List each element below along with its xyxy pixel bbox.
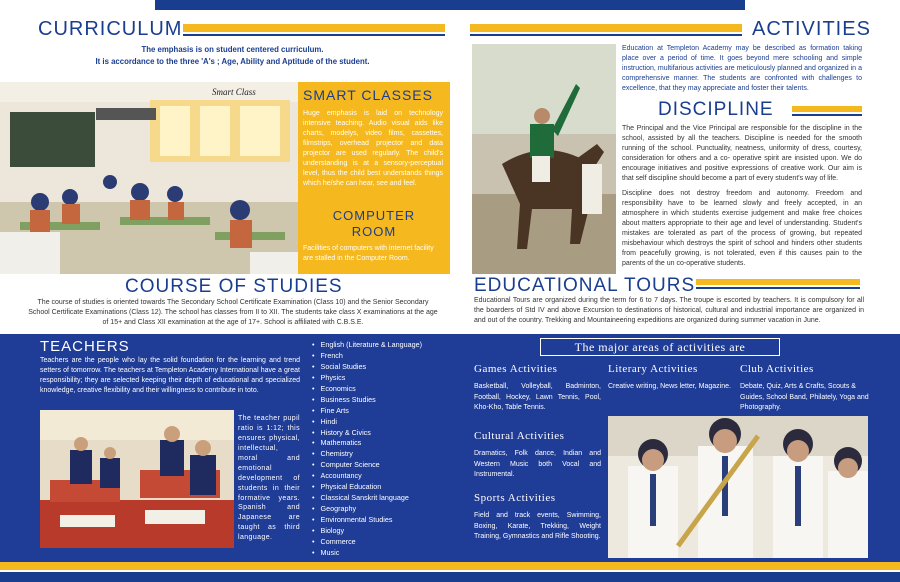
subject-item: • Chemistry	[312, 449, 448, 460]
subject-item: • Business Studies	[312, 395, 448, 406]
smart-class-caption: Smart Class	[212, 87, 256, 97]
discipline-title: DISCIPLINE	[658, 99, 774, 120]
computer-room-title-line2: ROOM	[351, 223, 397, 239]
classroom-illustration	[0, 82, 298, 274]
literary-activities-title: Literary Activities	[608, 363, 698, 375]
sports-activities-title: Sports Activities	[474, 492, 556, 504]
subject-item: • Music	[312, 548, 448, 559]
teachers-panel	[0, 334, 450, 562]
games-activities-text: Basketball, Volleyball, Badminton, Football, Hockey, Lawn Tennis, Pool, Kho-Kho, Table Tennis.	[474, 383, 601, 411]
curriculum-intro-line2: It is accordance to the three 'A's ; Age, Ability and Aptitude of the student.	[95, 57, 370, 67]
activities-title: ACTIVITIES	[752, 18, 871, 40]
subject-item: • History & Civics	[312, 428, 448, 439]
lab-students-illustration	[608, 416, 868, 558]
smart-classes-text: Huge emphasis is laid on technology intensive teaching. Audio visual aids like charts, modelys, video films, cassettes, filmstrips, overhead projector and data projector are used regularly. The child's understanding is at a sensory-perceptual level, thus the child best understands things which he/she can hear, see and feel.	[303, 110, 443, 187]
curriculum-stripe-thin	[183, 34, 445, 36]
teachers-side-text: The teacher pupil ratio is 1:12; this ensures physical, intellectual, moral and emotional development of students in their formative years. Spanish and Japanese are taught as third language.	[238, 415, 300, 542]
tours-stripe	[696, 279, 860, 285]
major-areas-title-box	[540, 338, 780, 356]
subject-item: • French	[312, 351, 448, 362]
activities-stripe-thin	[470, 34, 742, 36]
discipline-para1: The Principal and the Vice Principal are responsible for the discipline in the school, assisted by all the teachers. Discipline is needed for the smooth running of the school. Punctuality, neatness, uniformity of dress, courtesy, consideration for others and a co- operative spirit are insisted upon. We do encourage initiatives and positive expressions of creative work. Our aim is that self discipline should become a part of every student's way of life.	[622, 125, 862, 182]
cultural-activities-text: Dramatics, Folk dance, Indian and Western Music both Vocal and Instrumental.	[474, 450, 601, 478]
activities-text: Education at Templeton Academy may be described as formation taking place over a period of time. It goes beyond mere schooling and simple instruction, multifarious activities are meticulously planned and organized in a comprehensive manner. The students are confronted with challenges to excellence, that they may appreciate and foster their talents.	[622, 45, 862, 92]
activities-stripe	[470, 24, 742, 32]
top-blue-bar-left	[155, 0, 745, 10]
subject-item: • Hindi	[312, 417, 448, 428]
computer-room-title-line1: COMPUTER	[332, 208, 416, 223]
science-lab-photo	[608, 416, 868, 558]
subject-item: • Physics	[312, 373, 448, 384]
subject-item: • Biology	[312, 526, 448, 537]
educational-tours-title: EDUCATIONAL TOURS	[474, 275, 696, 296]
subject-item: • Geography	[312, 504, 448, 515]
teachers-photo	[40, 410, 234, 548]
subject-item: • Physical Education	[312, 482, 448, 493]
club-activities-title: Club Activities	[740, 363, 814, 375]
subjects-list	[312, 340, 448, 559]
subject-item: • Commerce	[312, 537, 448, 548]
smart-classes-panel	[298, 82, 450, 274]
tours-stripe-thin	[696, 287, 860, 289]
subject-item: • Social Studies	[312, 362, 448, 373]
discipline-stripe-thin	[792, 114, 862, 116]
subject-item: • English (Literature & Language)	[312, 340, 448, 351]
subject-item: • Computer Science	[312, 460, 448, 471]
subject-item: • Environmental Studies	[312, 515, 448, 526]
cultural-activities-title: Cultural Activities	[474, 430, 565, 442]
major-areas-panel	[450, 334, 900, 562]
curriculum-title: CURRICULUM	[38, 18, 183, 40]
horse-rider-illustration	[472, 44, 616, 274]
discipline-stripe	[792, 106, 862, 112]
teachers-text: Teachers are the people who lay the solid foundation for the learning and trend setters of tomorrow. The teachers at Templeton Academy International have a great responsibility; they are selected keeping their depth of educational and specialized knowledge, creative flexibility and their willingness to contribute in toto.	[40, 357, 300, 394]
subject-item: • Mathematics	[312, 438, 448, 449]
students-desk-illustration	[40, 410, 234, 548]
curriculum-intro	[20, 44, 445, 68]
subject-item: • Fine Arts	[312, 406, 448, 417]
smart-classes-title: SMART CLASSES	[303, 87, 433, 103]
literary-activities-text: Creative writing, News letter, Magazine.	[608, 383, 731, 390]
educational-tours-text: Educational Tours are organized during the term for 6 to 7 days. The troupe is escorted by teachers. It is compulsory for all the boarders of Std IV and above Excursion to destinations of historical, cultural and industrial importance are organized in and out of the country. Trekking and Mountaineering expeditions are organized during summer vacation in June.	[474, 297, 864, 324]
smart-class-photo	[0, 82, 298, 274]
teachers-title: TEACHERS	[40, 338, 130, 355]
major-areas-title: The major areas of activities are	[574, 340, 746, 354]
computer-room-title	[298, 208, 450, 239]
subject-item: • Classical Sanskrit language	[312, 493, 448, 504]
bottom-gold-bar	[0, 562, 900, 570]
curriculum-intro-line1: The emphasis is on student centered curriculum.	[141, 45, 324, 54]
bottom-blue-bar	[0, 572, 900, 582]
course-of-studies-text: The course of studies is oriented towards The Secondary School Certificate Examination (Class 10) and the Senior Secondary School Certificate Examinations (Class 12). The school has classes from II to XII. The students take class X examinations at the age of 15+ and Class XII examination at the age of 17+. School is affiliated with C.B.S.E.	[28, 299, 438, 326]
discipline-para2: Discipline does not destroy freedom and autonomy. Freedom and responsibility have to be learned slowly and freely accepted, in an atmosphere in which students exercise judgement and make free choices about matters appropriate to their age and level of understanding. Student's mistakes are tolerated as part of the process of growing, but repeated misbehaviour which destroys the spirit of school and hinders other students from peacefully growing, is not tolerated, even if this causes pain to the parents of the un co-operative students.	[622, 190, 862, 267]
sports-activities-text: Field and track events, Swimming, Boxing, Karate, Trekking, Weight Training, Gymnastics and Rifle Shooting.	[474, 512, 601, 540]
course-of-studies-title: COURSE OF STUDIES	[125, 276, 343, 297]
curriculum-stripe	[183, 24, 445, 32]
subject-item: • Economics	[312, 384, 448, 395]
club-activities-text: Debate, Quiz, Arts & Crafts, Scouts & Guides, School Band, Philately, Yoga and Photography.	[740, 383, 869, 411]
horse-rider-photo	[472, 44, 616, 274]
games-activities-title: Games Activities	[474, 363, 558, 375]
computer-room-text: Facilities of computers with internet facility are stalled in the Computer Room.	[303, 245, 434, 262]
subject-item: • Accountancy	[312, 471, 448, 482]
